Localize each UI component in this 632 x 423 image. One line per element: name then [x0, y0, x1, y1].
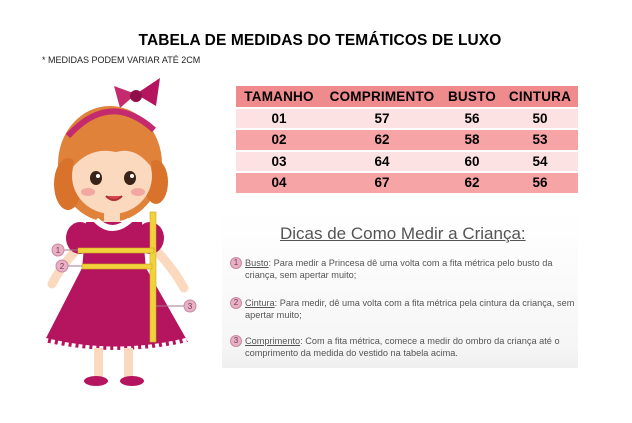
tip-text: : Com a fita métrica, comece a medir do ombro da criança até o comprimento da medida do vestido na tabela acima.	[245, 336, 560, 358]
page-title: TABELA DE MEDIDAS DO TEMÁTICOS DE LUXO	[138, 32, 502, 49]
marker-2: 2	[59, 262, 65, 271]
header-busto: BUSTO	[442, 86, 502, 108]
cell-bust: 62	[442, 172, 502, 194]
cell-bust: 60	[442, 151, 502, 173]
tip-number: 3	[230, 335, 242, 347]
table-row	[236, 151, 578, 173]
cell-length: 67	[322, 172, 442, 194]
cell-waist: 53	[502, 129, 578, 151]
tip-number: 1	[230, 257, 242, 269]
header-tamanho: TAMANHO	[236, 86, 322, 108]
tips-title: Dicas de Como Medir a Criança:	[280, 224, 526, 243]
cell-length: 64	[322, 151, 442, 173]
tip-waist	[230, 298, 575, 321]
tip-text: : Para medir, dê uma volta com a fita métrica pela cintura da criança, sem apertar muito;	[245, 298, 575, 320]
size-table-header-row	[236, 86, 578, 108]
cell-bust: 56	[442, 108, 502, 130]
cell-length: 62	[322, 129, 442, 151]
tip-text: : Para medir a Princesa dê uma volta com a fita métrica pelo busto da criança, sem apertar muito;	[245, 258, 553, 280]
tip-length	[230, 336, 575, 359]
cell-length: 57	[322, 108, 442, 130]
cell-waist: 50	[502, 108, 578, 130]
girl-illustration	[38, 72, 218, 402]
tip-bust	[230, 258, 575, 281]
measuring-tips-panel	[222, 212, 578, 368]
cell-size: 02	[236, 129, 322, 151]
cell-waist: 54	[502, 151, 578, 173]
variance-note: * MEDIDAS PODEM VARIAR ATÉ 2CM	[42, 55, 201, 65]
cell-size: 01	[236, 108, 322, 130]
table-row	[236, 172, 578, 194]
cell-bust: 58	[442, 129, 502, 151]
cell-size: 03	[236, 151, 322, 173]
cell-waist: 56	[502, 172, 578, 194]
marker-3: 3	[187, 302, 193, 311]
table-row	[236, 108, 578, 130]
marker-1: 1	[55, 246, 61, 255]
tip-label: Busto	[245, 258, 269, 268]
tip-number: 2	[230, 297, 242, 309]
header-comprimento: COMPRIMENTO	[322, 86, 442, 108]
cell-size: 04	[236, 172, 322, 194]
tip-label: Comprimento	[245, 336, 301, 346]
table-row	[236, 129, 578, 151]
size-table	[236, 86, 578, 195]
tip-label: Cintura	[245, 298, 275, 308]
header-cintura: CINTURA	[502, 86, 578, 108]
